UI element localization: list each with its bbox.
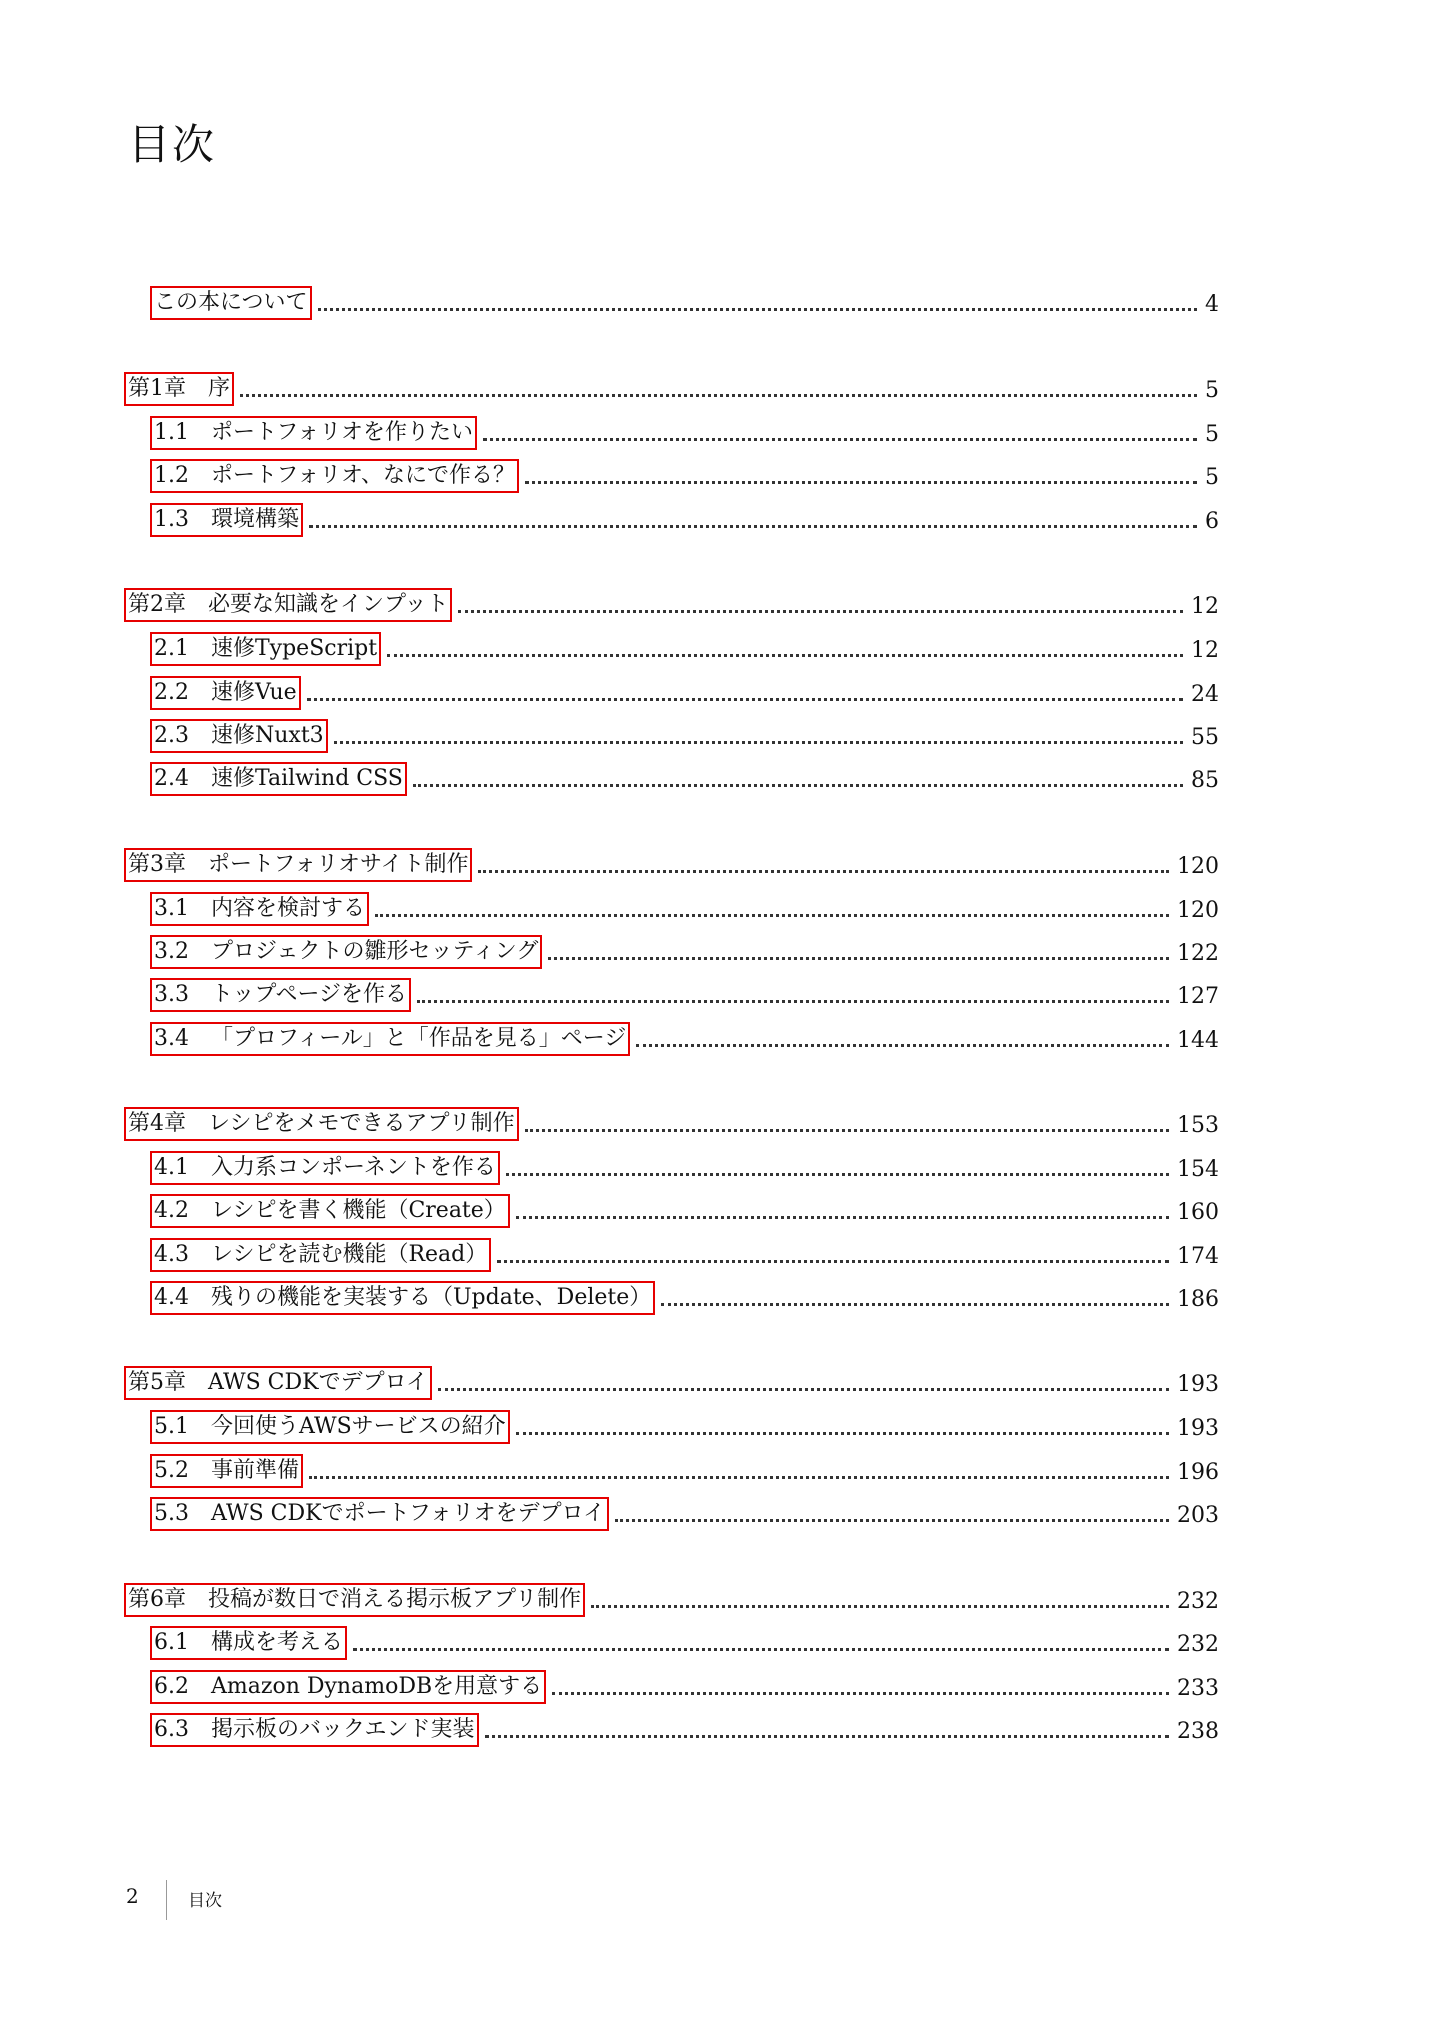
- toc-dot-leader: [309, 1476, 1169, 1479]
- toc-section-row[interactable]: [0, 894, 1433, 926]
- toc-entry-number: 1.1: [154, 420, 189, 445]
- toc-section-row[interactable]: [0, 764, 1433, 796]
- toc-entry-number: 1.2: [154, 463, 189, 488]
- toc-entry-title: 残りの機能を実装する（Update、Delete）: [211, 1285, 652, 1310]
- toc-section-row[interactable]: [0, 1499, 1433, 1531]
- toc-section-row[interactable]: [0, 418, 1433, 450]
- toc-entry-label[interactable]: [126, 374, 232, 404]
- toc-page-number: 153: [1173, 1109, 1219, 1139]
- toc-section-row[interactable]: [0, 1153, 1433, 1185]
- toc-page-number: 122: [1173, 937, 1219, 967]
- toc-entry-number: 第4章: [128, 1111, 186, 1136]
- toc-dot-leader: [636, 1044, 1169, 1047]
- toc-entry-title: この本について: [154, 290, 308, 315]
- toc-section-row[interactable]: [0, 721, 1433, 753]
- toc-dot-leader: [417, 1000, 1169, 1003]
- toc-dot-leader: [661, 1303, 1169, 1306]
- toc-entry-number: 4.3: [154, 1242, 189, 1267]
- toc-entry-number: 4.4: [154, 1285, 189, 1310]
- toc-entry-label[interactable]: [126, 1109, 517, 1139]
- toc-entry-label[interactable]: [126, 850, 470, 880]
- toc-entry-title: AWS CDKでポートフォリオをデプロイ: [211, 1501, 605, 1526]
- toc-dot-leader: [525, 1129, 1169, 1132]
- toc-dot-leader: [615, 1519, 1169, 1522]
- toc-entry-title: 必要な知識をインプット: [208, 592, 449, 617]
- toc-entry-title: 環境構築: [211, 507, 300, 532]
- toc-section-row[interactable]: [0, 461, 1433, 493]
- toc-entry-title: 入力系コンポーネントを作る: [211, 1155, 496, 1180]
- toc-entry-label[interactable]: [152, 1412, 508, 1442]
- toc-chapter-row[interactable]: [0, 590, 1433, 622]
- toc-section-row[interactable]: [0, 980, 1433, 1012]
- toc-entry-number: 2.2: [154, 680, 189, 705]
- toc-entry-title: ポートフォリオサイト制作: [208, 852, 469, 877]
- toc-entry-number: 5.3: [154, 1501, 189, 1526]
- toc-page-number: 5: [1201, 461, 1219, 491]
- toc-entry-number: 3.3: [154, 982, 189, 1007]
- toc-entry-label[interactable]: [152, 1196, 508, 1226]
- toc-entry-number: 6.3: [154, 1717, 189, 1742]
- toc-entry-label[interactable]: [152, 894, 367, 924]
- toc-section-row[interactable]: [0, 678, 1433, 710]
- toc-entry-label[interactable]: [152, 937, 540, 967]
- toc-entry-number: 第5章: [128, 1370, 186, 1395]
- toc-entry-number: 4.1: [154, 1155, 189, 1180]
- toc-page-number: 238: [1173, 1715, 1219, 1745]
- toc-entry-title: ポートフォリオ、なにで作る？: [211, 463, 516, 488]
- toc-dot-leader: [438, 1388, 1169, 1391]
- toc-entry-number: 2.1: [154, 636, 189, 661]
- toc-section-row[interactable]: [0, 937, 1433, 969]
- toc-entry-number: 2.3: [154, 723, 189, 748]
- toc-entry-number: 2.4: [154, 766, 189, 791]
- toc-dot-leader: [307, 698, 1183, 701]
- toc-chapter-row[interactable]: [0, 1109, 1433, 1141]
- toc-page-number: 186: [1173, 1283, 1219, 1313]
- toc-entry-label[interactable]: [152, 634, 379, 664]
- toc-entry-label[interactable]: [152, 288, 310, 318]
- toc-entry-number: 第2章: [128, 592, 186, 617]
- toc-dot-leader: [458, 610, 1183, 613]
- toc-entry-label[interactable]: [152, 1456, 301, 1486]
- footer-page-number: 2: [126, 1884, 139, 1908]
- toc-dot-leader: [485, 1735, 1169, 1738]
- toc-entry-label[interactable]: [152, 980, 409, 1010]
- toc-page-number: 5: [1201, 418, 1219, 448]
- toc-entry-label[interactable]: [126, 590, 450, 620]
- toc-dot-leader: [552, 1692, 1169, 1695]
- toc-entry-number: 6.1: [154, 1630, 189, 1655]
- toc-chapter-row[interactable]: [0, 1585, 1433, 1617]
- toc-entry-number: 第3章: [128, 852, 186, 877]
- toc-section-row[interactable]: [0, 505, 1433, 537]
- toc-entry-number: 3.1: [154, 896, 189, 921]
- toc-page-number: 6: [1201, 505, 1219, 535]
- toc-page-number: 120: [1173, 894, 1219, 924]
- toc-dot-leader: [478, 870, 1169, 873]
- toc-entry-number: 6.2: [154, 1674, 189, 1699]
- footer-divider: [166, 1880, 167, 1920]
- toc-entry-title: 掲示板のバックエンド実装: [211, 1717, 475, 1742]
- toc-page-number: 196: [1173, 1456, 1219, 1486]
- toc-entry-title: 内容を検討する: [211, 896, 366, 921]
- toc-entry-title: プロジェクトの雛形セッティング: [211, 939, 539, 964]
- toc-entry-label[interactable]: [152, 1024, 628, 1054]
- toc-entry-title: 速修Nuxt3: [211, 723, 324, 748]
- toc-entry-number: 5.1: [154, 1414, 189, 1439]
- footer-running-title: 目次: [188, 1891, 222, 1911]
- toc-entry-label[interactable]: [126, 1368, 430, 1398]
- toc-page-number: 232: [1173, 1628, 1219, 1658]
- toc-section-row[interactable]: [0, 1715, 1433, 1747]
- toc-entry-label[interactable]: [152, 764, 405, 794]
- toc-page-number: 4: [1201, 288, 1219, 318]
- toc-page-number: 160: [1173, 1196, 1219, 1226]
- toc-entry-label[interactable]: [126, 1585, 583, 1615]
- toc-dot-leader: [591, 1605, 1169, 1608]
- toc-dot-leader: [548, 957, 1169, 960]
- toc-section-row[interactable]: [0, 1456, 1433, 1488]
- toc-entry-label[interactable]: [152, 1240, 489, 1270]
- toc-entry-title: 序: [208, 376, 231, 401]
- toc-page-number: 154: [1173, 1153, 1219, 1183]
- toc-entry-title: 速修Tailwind CSS: [211, 766, 403, 791]
- toc-section-row[interactable]: [0, 1283, 1433, 1315]
- toc-dot-leader: [334, 741, 1183, 744]
- toc-page-number: 144: [1173, 1024, 1219, 1054]
- toc-entry-label[interactable]: [152, 721, 326, 751]
- toc-entry-label[interactable]: [152, 1628, 345, 1658]
- toc-entry-title: 事前準備: [211, 1458, 300, 1483]
- toc-dot-leader: [318, 308, 1197, 311]
- toc-chapter-row[interactable]: [0, 374, 1433, 406]
- toc-entry-number: 3.2: [154, 939, 189, 964]
- toc-dot-leader: [413, 784, 1183, 787]
- toc-section-row[interactable]: [0, 1412, 1433, 1444]
- toc-page-number: 120: [1173, 850, 1219, 880]
- toc-dot-leader: [375, 914, 1169, 917]
- toc-entry-number: 4.2: [154, 1198, 189, 1223]
- toc-page-number: 24: [1187, 678, 1219, 708]
- toc-entry-title: 「プロフィール」と「作品を見る」ページ: [211, 1026, 627, 1051]
- toc-entry-label[interactable]: [152, 1672, 544, 1702]
- toc-chapter-row[interactable]: [0, 1368, 1433, 1400]
- toc-page-number: 193: [1173, 1412, 1219, 1442]
- toc-page-number: 193: [1173, 1368, 1219, 1398]
- toc-entry-number: 1.3: [154, 507, 189, 532]
- toc-dot-leader: [240, 394, 1197, 397]
- toc-intro-row[interactable]: [0, 288, 1433, 320]
- toc-entry-number: 第1章: [128, 376, 186, 401]
- toc-page-number: 233: [1173, 1672, 1219, 1702]
- toc-page-number: 127: [1173, 980, 1219, 1010]
- toc-dot-leader: [516, 1432, 1169, 1435]
- toc-dot-leader: [483, 438, 1197, 441]
- toc-entry-label[interactable]: [152, 1153, 498, 1183]
- toc-entry-title: レシピをメモできるアプリ制作: [208, 1111, 515, 1136]
- toc-dot-leader: [516, 1216, 1169, 1219]
- toc-entry-title: ポートフォリオを作りたい: [211, 420, 474, 445]
- toc-dot-leader: [506, 1173, 1169, 1176]
- toc-entry-title: 投稿が数日で消える掲示板アプリ制作: [208, 1587, 582, 1612]
- toc-section-row[interactable]: [0, 1628, 1433, 1660]
- toc-dot-leader: [309, 525, 1197, 528]
- toc-entry-label[interactable]: [152, 1715, 477, 1745]
- toc-page-number: 55: [1187, 721, 1219, 751]
- toc-entry-title: トップページを作る: [211, 982, 408, 1007]
- toc-dot-leader: [353, 1648, 1169, 1651]
- toc-entry-title: 構成を考える: [211, 1630, 344, 1655]
- toc-section-row[interactable]: [0, 634, 1433, 666]
- toc-page-number: 85: [1187, 764, 1219, 794]
- toc-entry-label[interactable]: [152, 1499, 607, 1529]
- toc-entry-title: レシピを書く機能（Create）: [211, 1198, 506, 1223]
- toc-section-row[interactable]: [0, 1196, 1433, 1228]
- toc-page-number: 12: [1187, 634, 1219, 664]
- toc-page-number: 5: [1201, 374, 1219, 404]
- toc-entry-title: レシピを読む機能（Read）: [211, 1242, 488, 1267]
- toc-section-row[interactable]: [0, 1240, 1433, 1272]
- toc-entry-number: 第6章: [128, 1587, 186, 1612]
- toc-page-number: 174: [1173, 1240, 1219, 1270]
- toc-entry-label[interactable]: [152, 678, 299, 708]
- toc-entry-title: Amazon DynamoDBを用意する: [211, 1674, 543, 1699]
- toc-entry-label[interactable]: [152, 505, 301, 535]
- toc-entry-label[interactable]: [152, 1283, 653, 1313]
- toc-entry-title: 速修TypeScript: [211, 636, 378, 661]
- toc-dot-leader: [525, 481, 1197, 484]
- toc-dot-leader: [387, 654, 1183, 657]
- toc-page-number: 203: [1173, 1499, 1219, 1529]
- toc-entry-label[interactable]: [152, 461, 517, 491]
- page-title: 目次: [128, 120, 217, 169]
- toc-page-number: 12: [1187, 590, 1219, 620]
- toc-section-row[interactable]: [0, 1672, 1433, 1704]
- toc-section-row[interactable]: [0, 1024, 1433, 1056]
- toc-chapter-row[interactable]: [0, 850, 1433, 882]
- toc-entry-title: AWS CDKでデプロイ: [208, 1370, 428, 1395]
- toc-entry-title: 今回使うAWSサービスの紹介: [211, 1414, 506, 1439]
- toc-page-number: 232: [1173, 1585, 1219, 1615]
- toc-dot-leader: [497, 1260, 1169, 1263]
- toc-entry-title: 速修Vue: [211, 680, 297, 705]
- toc-entry-label[interactable]: [152, 418, 475, 448]
- toc-entry-number: 5.2: [154, 1458, 189, 1483]
- toc-entry-number: 3.4: [154, 1026, 189, 1051]
